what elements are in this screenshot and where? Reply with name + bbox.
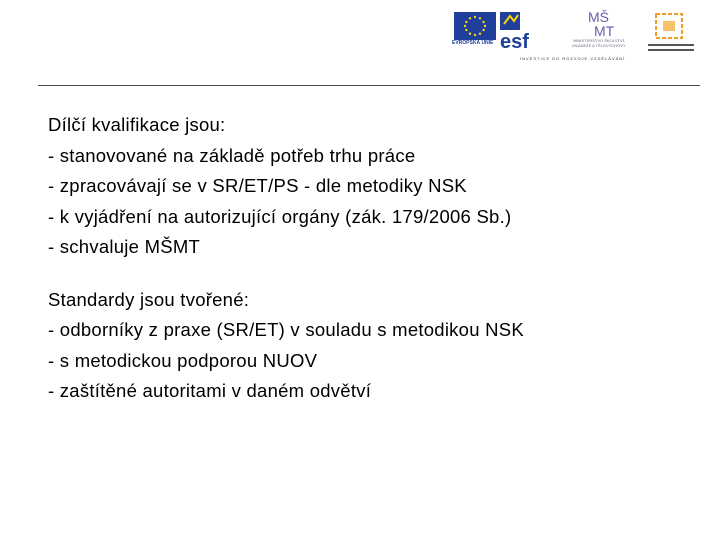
header-slogan: INVESTICE DO ROZVOJE VZDĚLÁVÁNÍ	[520, 56, 626, 61]
eu-caption: EVROPSKÁ UNIE	[452, 40, 494, 46]
eu-flag-logo	[454, 12, 496, 40]
svg-text:MŠ: MŠ	[588, 9, 609, 25]
msmt-logo	[568, 8, 630, 58]
msmt-caption-line-2: MLÁDEŽE A TĚLOVÝCHOVY	[572, 43, 626, 48]
op-logo	[646, 12, 696, 54]
list-item: - zpracovávají se v SR/ET/PS - dle metodiky NSK	[48, 175, 467, 196]
header-logos	[450, 8, 700, 63]
svg-text:esf: esf	[500, 31, 529, 52]
list-item: - s metodickou podporou NUOV	[48, 349, 318, 371]
standards-heading: Standardy jsou tvořené:	[48, 288, 250, 310]
slide-content	[48, 110, 708, 407]
list-item: - odborníky z praxe (SR/ET) v souladu s metodikou NSK	[48, 319, 524, 340]
standards-block	[48, 285, 708, 407]
msmt-caption-line-1: MINISTERSTVO ŠKOLSTVÍ,	[573, 38, 625, 43]
svg-text:MT: MT	[594, 23, 615, 38]
qualification-heading: Dílčí kvalifikace jsou:	[48, 114, 226, 135]
esf-logo	[500, 12, 540, 52]
list-item: - schvaluje MŠMT	[48, 236, 201, 257]
list-item: - zaštítěné autoritami v daném odvětví	[48, 380, 372, 401]
list-item: - k vyjádření na autorizující orgány (zák. 179/2006 Sb.)	[48, 205, 512, 227]
list-item: - stanovované na základě potřeb trhu práce	[48, 144, 416, 166]
qualification-block	[48, 110, 708, 263]
header-divider	[38, 85, 700, 86]
